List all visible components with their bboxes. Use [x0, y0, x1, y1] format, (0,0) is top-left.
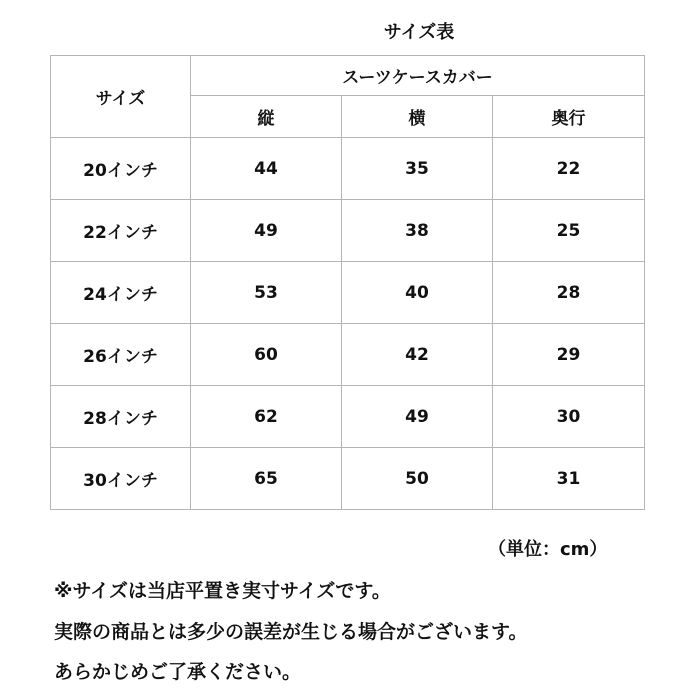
width-cell: 50	[342, 448, 493, 510]
height-cell: 53	[191, 262, 342, 324]
width-cell: 35	[342, 138, 493, 200]
table-row	[51, 200, 645, 262]
depth-cell: 25	[493, 200, 645, 262]
note-text: ※サイズは当店平置き実寸サイズです。	[54, 580, 391, 602]
size-cell: 28インチ	[51, 386, 191, 448]
height-cell: 65	[191, 448, 342, 510]
size-cell: 24インチ	[51, 262, 191, 324]
height-cell: 44	[191, 138, 342, 200]
table-row	[51, 386, 645, 448]
note-text: あらかじめご了承ください。	[54, 661, 302, 683]
table-row	[51, 138, 645, 200]
depth-cell: 31	[493, 448, 645, 510]
table-row	[51, 448, 645, 510]
column-header-width: 横	[342, 96, 493, 138]
group-header: スーツケースカバー	[191, 56, 645, 96]
size-column-header: サイズ	[51, 56, 191, 138]
page-title: サイズ表	[383, 22, 455, 43]
table-row	[51, 324, 645, 386]
width-cell: 42	[342, 324, 493, 386]
depth-cell: 28	[493, 262, 645, 324]
size-cell: 30インチ	[51, 448, 191, 510]
column-header-height: 縦	[191, 96, 342, 138]
size-cell: 20インチ	[51, 138, 191, 200]
height-cell: 60	[191, 324, 342, 386]
size-cell: 26インチ	[51, 324, 191, 386]
depth-cell: 29	[493, 324, 645, 386]
depth-cell: 30	[493, 386, 645, 448]
size-table	[50, 55, 645, 510]
size-cell: 22インチ	[51, 200, 191, 262]
height-cell: 49	[191, 200, 342, 262]
width-cell: 40	[342, 262, 493, 324]
width-cell: 38	[342, 200, 493, 262]
depth-cell: 22	[493, 138, 645, 200]
column-header-depth: 奥行	[493, 96, 645, 138]
height-cell: 62	[191, 386, 342, 448]
unit-label: （単位：cm）	[488, 539, 608, 560]
note-text: 実際の商品とは多少の誤差が生じる場合がございます。	[54, 621, 528, 643]
width-cell: 49	[342, 386, 493, 448]
table-row	[51, 262, 645, 324]
